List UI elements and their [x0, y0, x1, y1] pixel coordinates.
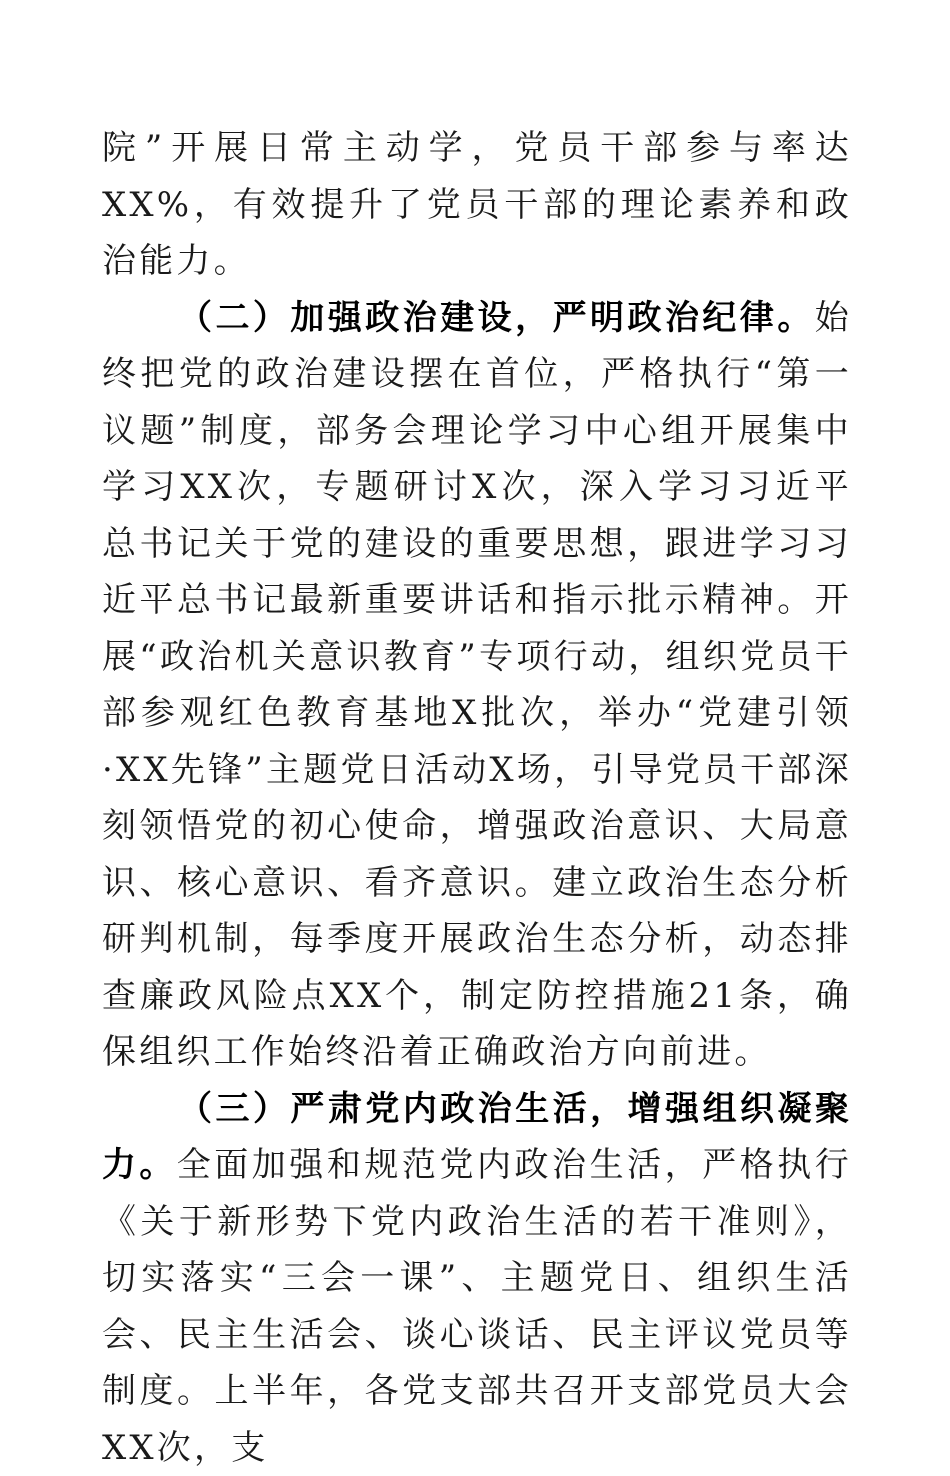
paragraph-party-life — [102, 1081, 852, 1476]
paragraph-political-building — [102, 290, 852, 1081]
paragraph-text: 始终把党的政治建设摆在首位，严格执行“第一议题”制度，部务会理论学习中心组开展集中学习XX次，专题研讨X次，深入学习习近平总书记关于党的建设的重要思想，跟进学习习近平总书记最新重要讲话和指示批示精神。开展“政治机关意识教育”专项行动，组织党员干部参观红色教育基地X批次，举办“党建引领·XX先锋”主题党日活动X场，引导党员干部深刻领悟党的初心使命，增强政治意识、大局意识、核心意识、看齐意识。建立政治生态分析研判机制，每季度开展政治生态分析，动态排查廉政风险点XX个，制定防控措施21条，确保组织工作始终沿着正确政治方向前进。 — [102, 298, 852, 1073]
document-body — [102, 120, 852, 1476]
section-heading-3: （三）严肃党内政治生活，增强组织凝聚力。 — [102, 1089, 852, 1186]
section-heading-2: （二）加强政治建设，严明政治纪律。 — [178, 298, 815, 338]
paragraph-continuation — [102, 120, 852, 290]
paragraph-text: 院”开展日常主动学，党员干部参与率达XX%，有效提升了党员干部的理论素养和政治能力。 — [102, 128, 852, 281]
paragraph-text: 全面加强和规范党内政治生活，严格执行《关于新形势下党内政治生活的若干准则》，切实落实“三会一课”、主题党日、组织生活会、民主生活会、谈心谈话、民主评议党员等制度。上半年，各党支部共召开支部党员大会XX次，支 — [102, 1145, 852, 1468]
